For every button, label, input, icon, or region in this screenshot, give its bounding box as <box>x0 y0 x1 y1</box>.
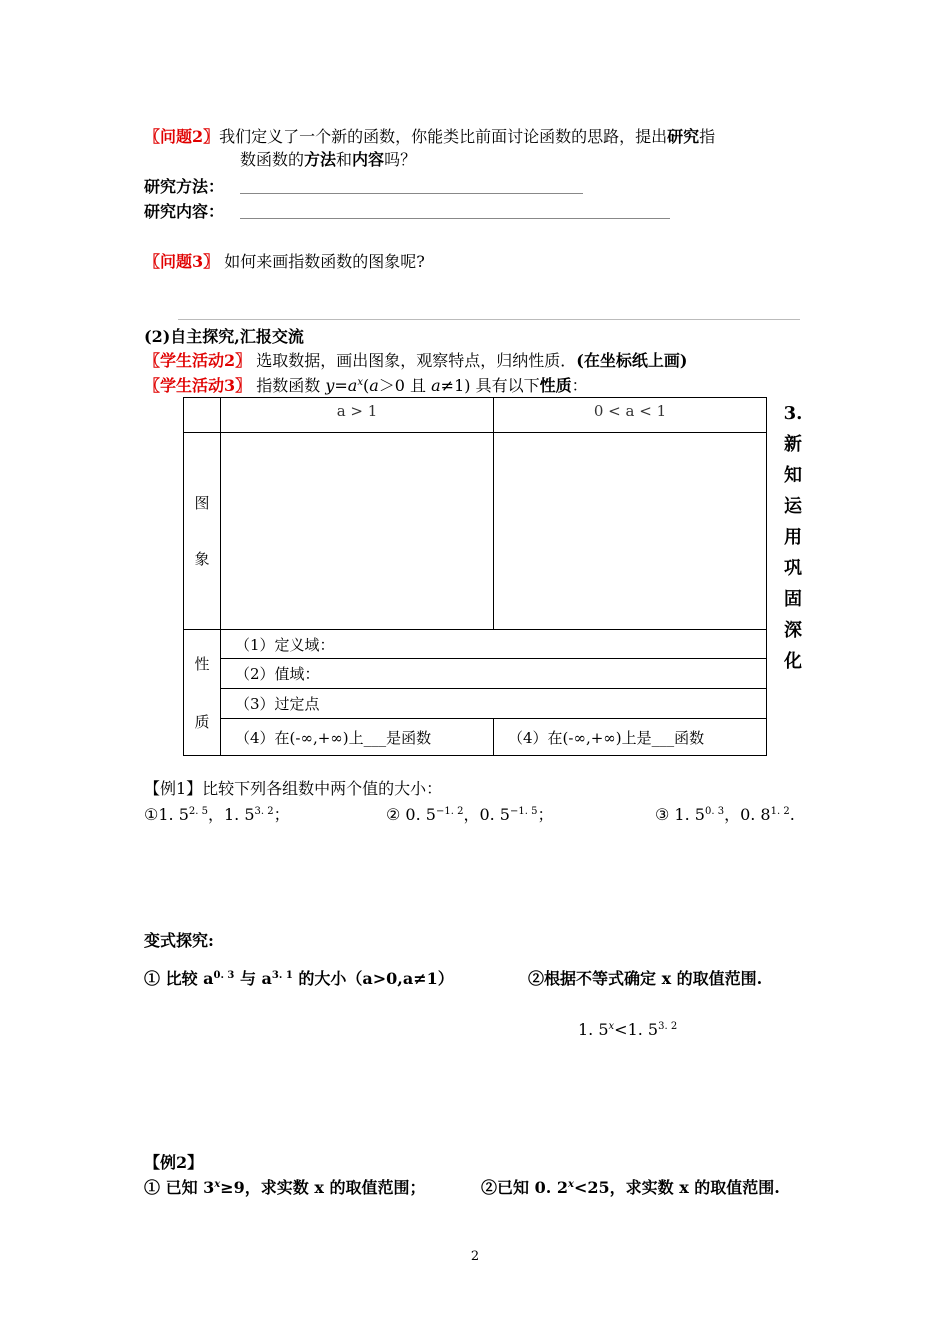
example-2-item-1: ① 已知 $3^x\ge 9$，求实数 x 的取值范围； <box>144 1178 426 1197</box>
divider <box>178 319 800 320</box>
exponential-properties-table <box>183 397 767 756</box>
student-activity-3: 〖学生活动3〗 指数函数 $y=a^x(a>0$ 且 a≠1) 具有以下性质： <box>144 376 588 395</box>
variant-item-2: ②根据不等式确定 x 的取值范围. <box>528 969 763 988</box>
question-2-line2: 数函数的方法和内容吗？ <box>240 150 417 169</box>
property-monotonic-a-gt-1[interactable]: （4）在(-∞,+∞)上___是函数 <box>221 719 494 756</box>
student-activity-2: 〖学生活动2〗 选取数据，画出图象，观察特点，归纳性质．(在坐标纸上画) <box>144 351 688 370</box>
variant-inequality: 1. $5^x<1$. $5^{3. 2}$ <box>578 1020 678 1039</box>
research-content-blank[interactable] <box>240 218 670 219</box>
page-number: 2 <box>470 1249 480 1264</box>
question-3: 〖问题3〗 如何来画指数函数的图象呢? <box>144 252 425 271</box>
property-monotonic-a-lt-1[interactable]: （4）在(-∞,+∞)上是___函数 <box>494 719 767 756</box>
property-range[interactable]: （2）值域： <box>221 659 767 689</box>
question-3-tag: 〖问题3〗 <box>144 252 220 271</box>
variant-title: 变式探究: <box>144 931 214 950</box>
question-2-tag: 〖问题2〗 <box>144 127 220 146</box>
example-2-title: 【例2】 <box>144 1153 204 1172</box>
research-method-label: 研究方法： <box>144 177 225 196</box>
example-2-item-2: ②已知 0. $2^x<25$，求实数 x 的取值范围. <box>481 1178 780 1197</box>
property-row-label: 性 质 <box>184 630 221 756</box>
column-a-lt-1: 0 < a < 1 <box>494 398 767 433</box>
column-a-gt-1: a > 1 <box>221 398 494 433</box>
image-row-label: 图 象 <box>184 433 221 630</box>
side-section-title: 3. 新 知 运 用 巩 固 深 化 <box>783 403 803 672</box>
example-1-item-3: ③ 1. $5^{0. 3}$，0. $8^{1. 2}$. <box>655 805 795 824</box>
example-1-title: 【例1】比较下列各组数中两个值的大小： <box>144 779 443 798</box>
research-method-blank[interactable] <box>240 193 583 194</box>
property-fixed-point[interactable]: （3）过定点 <box>221 689 767 719</box>
property-domain[interactable]: （1）定义域： <box>221 630 767 659</box>
graph-area-a-gt-1[interactable] <box>221 433 494 630</box>
example-1-item-1: ①1. $5^{2. 5}$，1. $5^{3. 2}$； <box>144 805 290 824</box>
research-content-label: 研究内容： <box>144 202 225 221</box>
example-1-item-2: ② 0. $5^{-1. 2}$，0. $5^{-1. 5}$； <box>386 805 554 824</box>
section-2-title: (2)自主探究,汇报交流 <box>144 327 304 346</box>
question-2: 〖问题2〗我们定义了一个新的函数，你能类比前面讨论函数的思路，提出研究指 <box>144 127 716 146</box>
graph-area-a-lt-1[interactable] <box>494 433 767 630</box>
variant-item-1: ① 比较 $a^{0. 3}$ 与 $a^{3. 1}$ 的大小（a>0,a≠1） <box>144 969 454 988</box>
